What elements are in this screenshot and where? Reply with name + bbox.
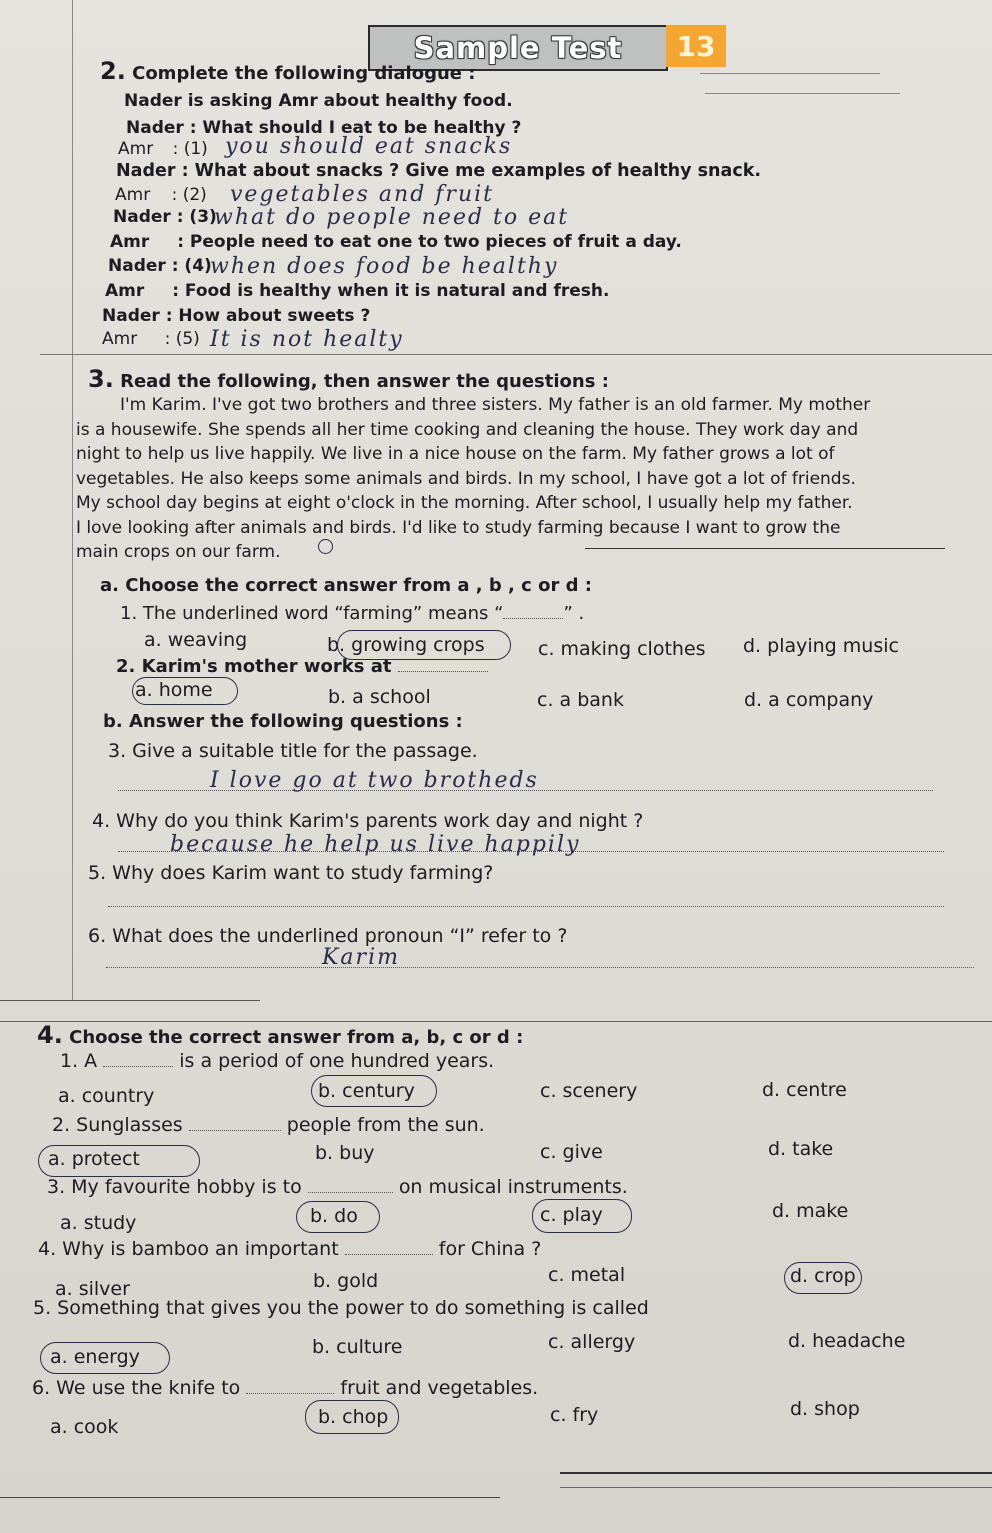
speaker: Amr [105,281,145,301]
dialogue-line-9 [102,306,370,326]
q2-option-b[interactable]: b. a school [328,686,431,708]
section-heading-text: Complete the following dialogue : [132,63,476,84]
question-4: 4. Why do you think Karim's parents work day and night ? [92,810,644,832]
passage-line: I'm Karim. I've got two brothers and three sisters. My father is an old farmer. My mother [120,395,871,415]
line-text: : (1) [172,139,208,159]
question-text-end: fruit and vegetables. [340,1377,539,1399]
question-text: 4. Why is bamboo an important [38,1238,339,1260]
answer-q3[interactable]: I love go at two brotheds [210,768,539,793]
margin-line [72,0,73,1000]
q2-option-a[interactable]: a. home [135,679,213,701]
line-text: (4) [184,256,212,276]
q2-option-c[interactable]: c. a bank [537,689,624,711]
question-1 [120,603,584,624]
section-heading-text: Choose the correct answer from a, b, c or d : [69,1027,524,1048]
speaker: Nader : [113,207,184,227]
answer-circle [38,1145,200,1177]
s4-q5-option-b[interactable]: b. culture [312,1336,403,1358]
speaker: Amr [115,185,151,205]
test-title: Sample Test [368,25,668,71]
dialogue-line-3 [116,161,761,181]
line-text: : (2) [171,185,207,205]
section-divider [0,1000,260,1001]
passage-line: is a housewife. She spends all her time cooking and cleaning the house. They work day and [76,419,859,440]
speaker: Amr [118,139,154,159]
s4-question-5: 5. Something that gives you the power to do something is called [33,1297,649,1319]
passage-line: night to help us live happily. We live in a nice house on the farm. My father grows a lot of [76,444,835,464]
question-text: 2. Sunglasses [52,1114,183,1136]
section-divider [40,354,992,355]
section-number: 4. [37,1021,63,1049]
dialogue-line-7 [108,256,212,276]
section-heading-text: Read the following, then answer the questions : [120,371,609,392]
s4-question-6 [32,1377,538,1399]
line-text: What should I eat to be healthy ? [202,118,522,138]
s4-q5-option-c[interactable]: c. allergy [548,1331,636,1353]
answer-line-5[interactable] [108,906,944,907]
dialogue-line-10 [102,329,200,349]
dialogue-line-6 [110,232,682,252]
answer-blank[interactable] [398,671,488,672]
s4-q3-option-c[interactable]: c. play [540,1204,603,1226]
answer-line-6 [106,967,974,968]
answer-4[interactable]: when does food be healthy [210,254,559,279]
answer-3[interactable]: what do people need to eat [214,205,570,230]
answer-circle [532,1199,632,1233]
s4-q3-option-b[interactable]: b. do [310,1205,358,1227]
answer-circle [132,677,238,705]
test-number-badge: 13 [666,25,726,67]
line-text: : (5) [164,329,200,349]
dialogue-line-2 [118,139,208,159]
q1-option-a[interactable]: a. weaving [144,629,248,651]
s4-q3-option-a[interactable]: a. study [60,1212,137,1234]
bottom-rule-right [560,1472,992,1474]
line-text: What about snacks ? Give me examples of healthy snack. [194,161,761,181]
question-text-end: people from the sun. [286,1114,485,1136]
question-6: 6. What does the underlined pronoun “I” refer to ? [88,925,568,947]
s4-q5-option-a[interactable]: a. energy [50,1346,140,1368]
q1-option-d[interactable]: d. playing music [743,635,899,657]
answer-1[interactable]: you should eat snacks [225,134,513,159]
s4-q1-option-c[interactable]: c. scenery [540,1080,638,1102]
passage-line: My school day begins at eight o'clock in the morning. After school, I usually help my father. [76,493,853,513]
section3-heading [88,365,609,393]
answer-blank[interactable] [103,1066,173,1067]
answer-blank[interactable] [246,1393,334,1394]
passage-line: I love looking after animals and birds. I'd like to study farming because I want to grow the [76,517,841,538]
section-number: 3. [88,365,114,393]
q2-option-d[interactable]: d. a company [744,689,874,711]
s4-question-1 [60,1050,494,1072]
part-b-heading: b. Answer the following questions : [103,711,463,732]
question-text: 6. We use the knife to [32,1377,241,1399]
s4-q2-option-d[interactable]: d. take [768,1138,834,1160]
question-text-end: ” . [563,603,585,624]
speaker: Amr [110,232,150,252]
s4-q6-option-d[interactable]: d. shop [790,1398,860,1420]
s4-q4-option-a[interactable]: a. silver [55,1278,130,1300]
s4-q4-option-d[interactable]: d. crop [790,1265,856,1287]
answer-5[interactable]: It is not healty [210,327,404,352]
answer-q4[interactable]: because he help us live happily [170,832,581,857]
passage-line: main crops on our farm. [76,542,281,562]
question-3: 3. Give a suitable title for the passage. [108,740,478,762]
answer-blank[interactable] [189,1130,281,1131]
header-rule [700,73,880,74]
s4-q3-option-d[interactable]: d. make [772,1200,849,1222]
speaker: Nader : [102,306,173,326]
line-text: : Food is healthy when it is natural and fresh. [172,281,610,301]
s4-q1-option-b[interactable]: b. century [318,1080,415,1102]
speaker: Amr [102,329,138,349]
question-text-end: is a period of one hundred years. [179,1050,495,1072]
s4-q1-option-d[interactable]: d. centre [762,1079,847,1101]
passage-line: vegetables. He also keeps some animals and birds. In my school, I have got a lot of friends. [76,468,856,489]
s4-q2-option-a[interactable]: a. protect [48,1148,140,1170]
dialogue-intro: Nader is asking Amr about healthy food. [124,91,513,111]
q1-option-c[interactable]: c. making clothes [538,638,706,660]
pen-mark [318,539,333,554]
question-5: 5. Why does Karim want to study farming? [88,862,494,884]
underline-farming [585,548,945,549]
section2-heading [100,57,475,85]
speaker: Nader : [126,118,197,138]
part-a-heading: a. Choose the correct answer from a , b , c or d : [100,575,592,596]
s4-q6-option-c[interactable]: c. fry [550,1404,599,1426]
answer-blank[interactable] [308,1192,393,1193]
question-text-end: for China ? [438,1238,542,1260]
answer-q6[interactable]: Karim [322,945,400,970]
answer-circle [305,1400,399,1434]
answer-blank[interactable] [345,1254,433,1255]
s4-q6-option-a[interactable]: a. cook [50,1416,119,1438]
bottom-rule [0,1497,500,1498]
question-text: 2. Karim's mother works at [116,656,392,677]
s4-question-4 [38,1238,541,1260]
answer-blank[interactable] [503,618,563,619]
line-text: (3) [189,207,217,227]
s4-q4-option-c[interactable]: c. metal [548,1264,626,1286]
dialogue-line-4 [115,185,207,205]
s4-q6-option-b[interactable]: b. chop [318,1406,389,1428]
reading-passage [76,393,870,565]
s4-question-3 [47,1176,628,1198]
section4-heading [37,1021,523,1049]
s4-question-2 [52,1114,485,1136]
speaker: Nader : [108,256,179,276]
q1-option-b[interactable]: b. growing crops [327,634,485,656]
s4-q4-option-b[interactable]: b. gold [313,1270,379,1292]
answer-circle [40,1342,170,1374]
dialogue-line-8 [105,281,609,301]
question-text: 1. A [60,1050,98,1072]
line-text: How about sweets ? [178,306,371,326]
answer-circle [784,1262,862,1294]
question-text-end: on musical instruments. [398,1176,628,1198]
question-2 [116,656,488,677]
answer-circle [311,1075,437,1107]
line-text: : People need to eat one to two pieces of fruit a day. [177,232,682,252]
question-text: 1. The underlined word “farming” means “ [120,603,504,624]
answer-circle [296,1201,380,1233]
answer-2[interactable]: vegetables and fruit [230,182,494,207]
s4-q2-option-c[interactable]: c. give [540,1141,603,1163]
s4-q2-option-b[interactable]: b. buy [315,1142,375,1164]
speaker: Nader : [116,161,189,181]
section-number: 2. [100,57,126,85]
dialogue-line-5 [113,207,217,227]
s4-q1-option-a[interactable]: a. country [58,1085,155,1107]
bottom-rule-right-2 [560,1487,992,1488]
s4-q5-option-d[interactable]: d. headache [788,1330,906,1352]
question-text: 3. My favourite hobby is to [47,1176,302,1198]
header-rule-2 [705,93,900,94]
